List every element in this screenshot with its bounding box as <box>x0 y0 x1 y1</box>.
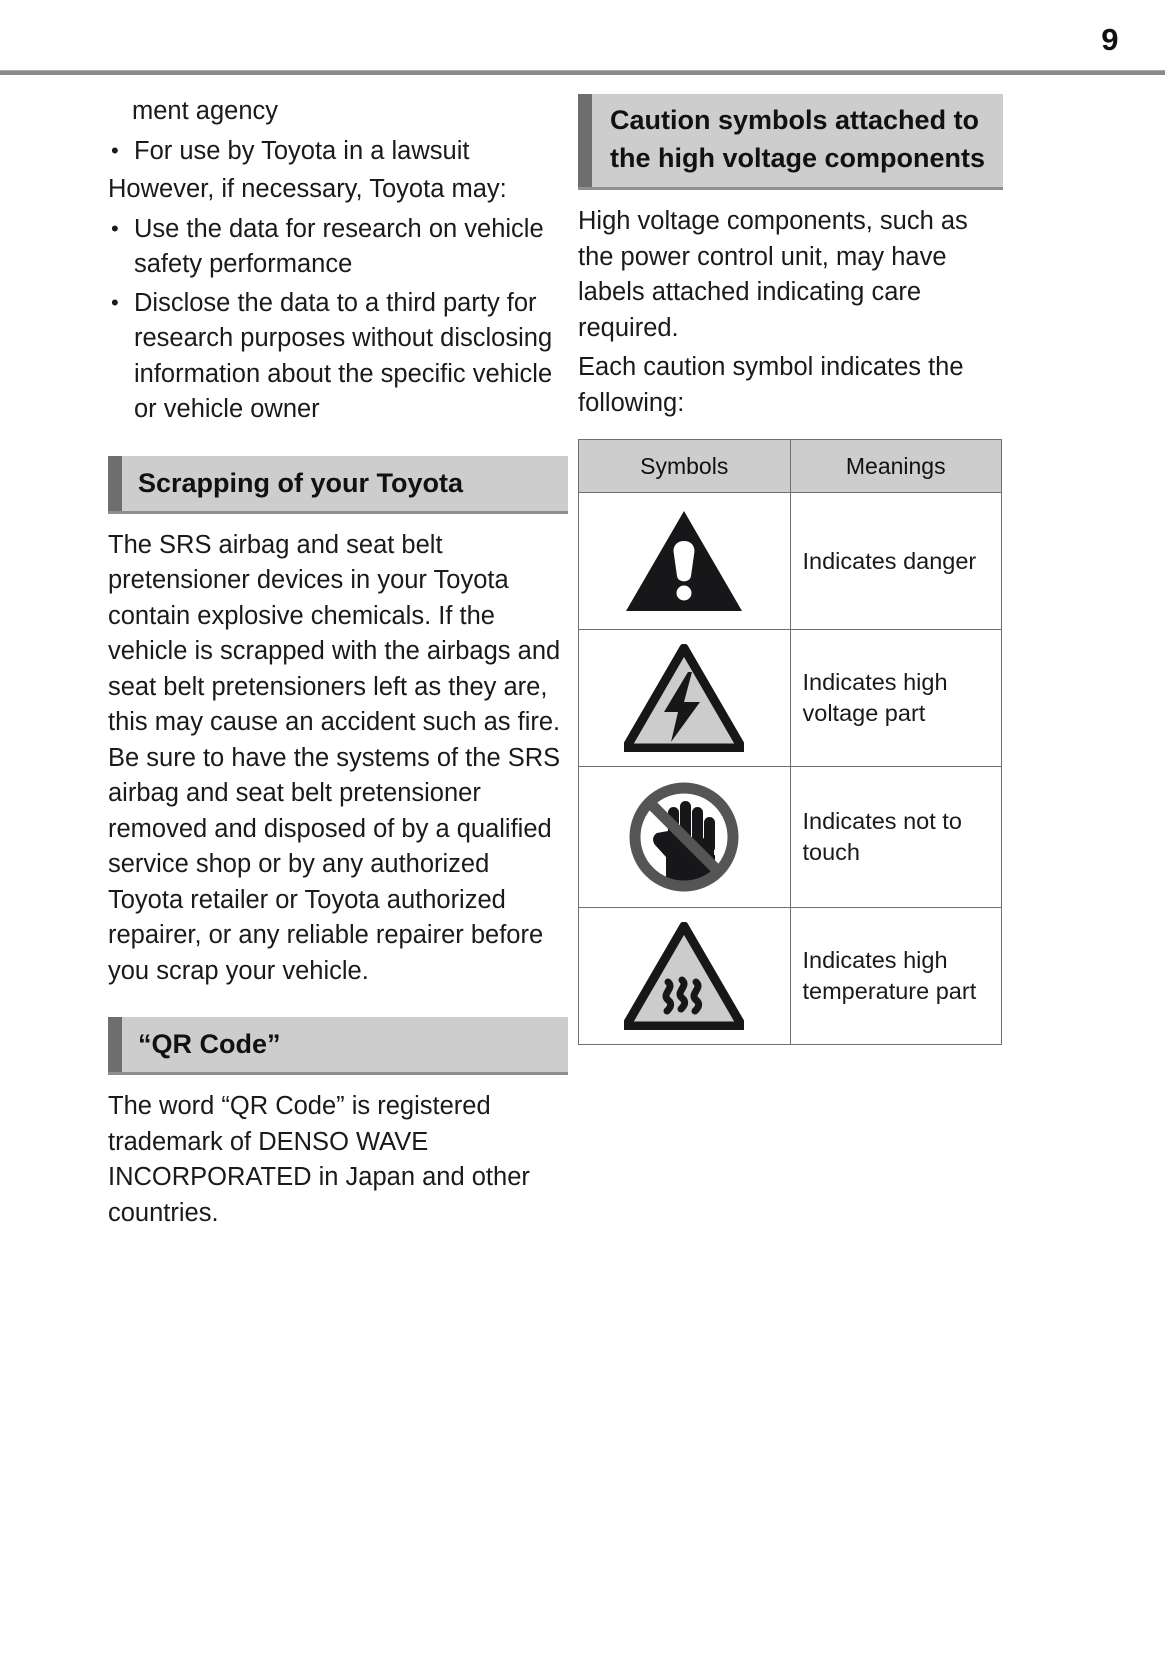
warning-triangle-exclamation-icon <box>624 507 744 615</box>
table-header-row <box>579 440 1002 493</box>
section-heading-label: Scrapping of your Toyota <box>138 467 464 498</box>
symbol-cell <box>579 908 791 1045</box>
table-row <box>579 493 1002 630</box>
left-column <box>108 94 568 1235</box>
caution-paragraph-1: High voltage components, such as the power control unit, may have labels attached indicating care required. <box>578 207 968 342</box>
meaning-cell: Indicates not to touch <box>790 767 1002 908</box>
page-content <box>0 72 1165 1235</box>
symbol-cell <box>579 630 791 767</box>
qr-code-body-paragraph: The word “QR Code” is registered trademark of DENSO WAVE INCORPORATED in Japan and other countries. <box>108 1092 530 1227</box>
high-temperature-triangle-icon <box>624 922 744 1030</box>
page-header <box>0 0 1165 72</box>
lead-in-paragraph: However, if necessary, Toyota may: <box>108 175 507 203</box>
meaning-cell: Indicates danger <box>790 493 1002 630</box>
column-header-symbols: Symbols <box>579 440 791 493</box>
continued-paragraph: ment agency <box>132 97 279 125</box>
list-item: • Disclose the data to a third party for research purposes without disclosing information about the specific vehicle or vehicle owner <box>108 286 568 428</box>
table-row <box>579 908 1002 1045</box>
list-item: • Use the data for research on vehicle safety performance <box>108 212 568 283</box>
meaning-cell: Indicates high voltage part <box>790 630 1002 767</box>
no-touch-hand-icon <box>624 781 744 893</box>
table-body <box>579 493 1002 1045</box>
section-heading-label: Caution symbols attached to the high voltage components <box>610 105 986 173</box>
section-heading-scrapping <box>108 456 568 514</box>
scrapping-body-paragraph: The SRS airbag and seat belt pretensioner devices in your Toyota contain explosive chemicals. If the vehicle is scrapped with the airbags and seat belt pretensioners left as they are, this may cause an accident such as fire. Be sure to have the systems of the SRS airbag and seat belt pretensioner removed and disposed of by a qualified service shop or by any authorized Toyota retailer or Toyota authorized repairer, or any reliable repairer before you scrap your vehicle. <box>108 530 561 985</box>
section-heading-label: “QR Code” <box>138 1029 281 1059</box>
high-voltage-lightning-triangle-icon <box>624 644 744 752</box>
meaning-cell: Indicates high temperature part <box>790 908 1002 1045</box>
list-item: • For use by Toyota in a lawsuit <box>108 134 568 170</box>
bullet-list-top <box>108 134 568 170</box>
symbols-meanings-table <box>578 439 1002 1045</box>
table-header <box>579 440 1002 493</box>
header-divider-rule <box>0 70 1165 75</box>
right-column <box>578 94 1003 1235</box>
section-heading-qr-code <box>108 1017 568 1075</box>
section-heading-caution-symbols <box>578 94 1003 190</box>
column-header-meanings: Meanings <box>790 440 1002 493</box>
symbol-cell <box>579 767 791 908</box>
table-row <box>579 630 1002 767</box>
symbol-cell <box>579 493 791 630</box>
caution-paragraph-2: Each caution symbol indicates the following: <box>578 353 964 417</box>
bullet-list-bottom <box>108 212 568 428</box>
page-number: 9 <box>1101 22 1118 57</box>
table-row <box>579 767 1002 908</box>
